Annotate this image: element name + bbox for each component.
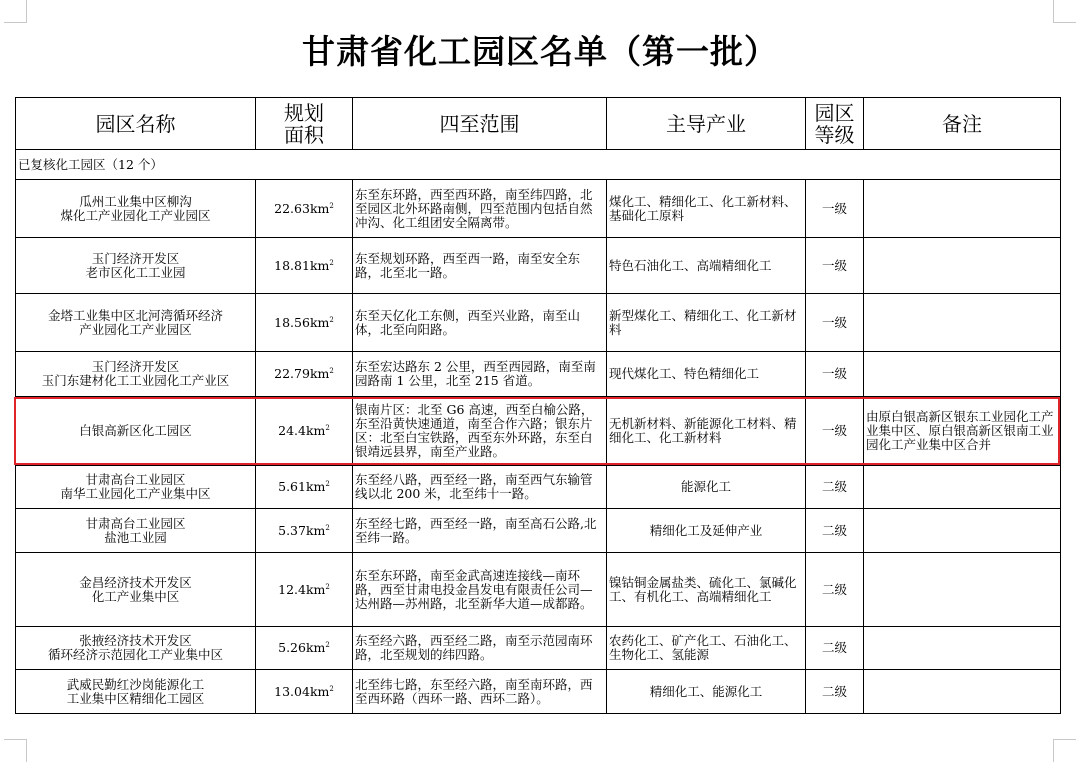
boundary-range-cell: 东至规划环路，西至西一路，南至安全东路，北至北一路。	[353, 238, 607, 294]
area-unit-exponent: 2	[325, 523, 330, 532]
section-label: 已复核化工园区（12 个）	[16, 150, 1061, 180]
area-unit-exponent: 2	[329, 258, 334, 267]
park-name-line: 武威民勤红沙岗能源化工	[66, 676, 205, 692]
planned-area-value: 13.04km	[274, 683, 330, 699]
leading-industry-cell: 煤化工、精细化工、化工新材料、基础化工原料	[607, 180, 806, 238]
park-name-line: 甘肃高台工业园区	[85, 515, 186, 531]
table-row	[16, 670, 1061, 714]
park-name-line: 南华工业园化工产业集中区	[60, 486, 211, 501]
park-level-cell: 一级	[806, 238, 864, 294]
table-row	[16, 294, 1061, 352]
planned-area-cell	[256, 553, 353, 627]
park-name-cell	[16, 509, 256, 553]
park-level-cell: 一级	[806, 180, 864, 238]
table-row	[16, 553, 1061, 627]
park-name-line: 化工产业集中区	[91, 588, 180, 604]
park-name-cell	[16, 553, 256, 627]
planned-area-value: 18.56km	[274, 314, 330, 330]
planned-area-cell	[256, 352, 353, 397]
planned-area-value: 24.4km	[278, 423, 326, 438]
park-name-line: 煤化工产业园化工产业园区	[60, 207, 211, 223]
remarks-cell	[864, 509, 1061, 553]
area-unit-exponent: 2	[329, 684, 334, 693]
planned-area-cell	[256, 466, 353, 509]
remarks-cell	[864, 294, 1061, 352]
planned-area-cell	[256, 397, 353, 466]
crop-mark-bottom-right	[1053, 739, 1076, 762]
remarks-cell	[864, 466, 1061, 509]
planned-area-cell	[256, 670, 353, 714]
leading-industry-cell: 新型煤化工、精细化工、化工新材料	[607, 294, 806, 352]
header-remarks: 备注	[864, 98, 1061, 150]
park-level-cell: 二级	[806, 627, 864, 670]
area-unit-exponent: 2	[329, 367, 334, 375]
park-name-cell	[16, 352, 256, 397]
header-planned-area-line2: 面积	[284, 122, 324, 147]
header-park-level	[806, 98, 864, 150]
table-row	[16, 627, 1061, 670]
park-name-line: 白银高新区化工园区	[79, 423, 192, 438]
park-name-line: 老市区化工工业园	[85, 264, 186, 280]
header-park-level-line2: 等级	[814, 122, 855, 147]
planned-area-cell	[256, 180, 353, 238]
park-name-cell	[16, 180, 256, 238]
boundary-range-cell: 银南片区：北至 G6 高速，西至白榆公路，东至沿黄快速通道，南至合作六路；银东片区：北至白宝铁路，西至东外环路，东至白银靖远县界，南至产业路。	[353, 397, 607, 466]
park-list-table	[15, 97, 1061, 714]
park-name-line: 玉门经济开发区	[91, 359, 180, 374]
table-row	[16, 466, 1061, 509]
leading-industry-cell: 精细化工及延伸产业	[607, 509, 806, 553]
boundary-range-cell: 东至天亿化工东侧，西至兴业路，南至山体，北至向阳路。	[353, 294, 607, 352]
header-planned-area-line1: 规划	[284, 100, 324, 125]
leading-industry-cell: 能源化工	[607, 466, 806, 509]
area-unit-exponent: 2	[325, 641, 330, 649]
planned-area-value: 22.79km	[274, 366, 330, 381]
table-row	[16, 509, 1061, 553]
header-planned-area	[256, 98, 353, 150]
header-leading-industry: 主导产业	[607, 98, 806, 150]
remarks-cell	[864, 553, 1061, 627]
park-name-cell	[16, 627, 256, 670]
planned-area-cell	[256, 627, 353, 670]
planned-area-value: 5.26km	[278, 640, 326, 655]
planned-area-cell	[256, 238, 353, 294]
planned-area-cell	[256, 294, 353, 352]
planned-area-value: 18.81km	[274, 257, 330, 273]
leading-industry-cell: 现代煤化工、特色精细化工	[607, 352, 806, 397]
park-level-cell: 一级	[806, 294, 864, 352]
leading-industry-cell: 特色石油化工、高端精细化工	[607, 238, 806, 294]
remarks-cell	[864, 670, 1061, 714]
park-name-line: 玉门东建材化工工业园化工产业区	[41, 373, 230, 388]
remarks-cell: 由原白银高新区银东工业园化工产业集中区、原白银高新区银南工业园化工产业集中区合并	[864, 397, 1061, 466]
crop-mark-bottom-left	[4, 739, 27, 762]
park-level-cell: 一级	[806, 397, 864, 466]
park-name-cell	[16, 670, 256, 714]
leading-industry-cell: 精细化工、能源化工	[607, 670, 806, 714]
park-name-line: 产业园化工产业园区	[79, 321, 192, 337]
table-header-row	[16, 98, 1061, 150]
planned-area-value: 12.4km	[278, 581, 326, 597]
park-level-cell: 二级	[806, 509, 864, 553]
section-row	[16, 150, 1061, 180]
area-unit-exponent: 2	[325, 480, 330, 488]
park-name-line: 甘肃高台工业园区	[85, 472, 186, 487]
area-unit-exponent: 2	[329, 201, 334, 210]
park-name-line: 金昌经济技术开发区	[79, 574, 192, 590]
park-name-cell	[16, 238, 256, 294]
park-name-line: 循环经济示范园化工产业集中区	[47, 647, 223, 662]
crop-mark-top-left	[4, 0, 27, 23]
table-row	[16, 352, 1061, 397]
planned-area-value: 22.63km	[274, 200, 330, 216]
boundary-range-cell: 东至经七路，西至经一路，南至高石公路,北至纬一路。	[353, 509, 607, 553]
area-unit-exponent: 2	[325, 424, 330, 432]
park-name-cell	[16, 397, 256, 466]
remarks-cell	[864, 352, 1061, 397]
park-name-line: 玉门经济开发区	[91, 250, 180, 266]
park-level-cell: 二级	[806, 553, 864, 627]
boundary-range-cell: 东至东环路，西至西环路，南至纬四路，北至园区北外环路南侧，四至范围内包括自然冲沟、化工组团安全隔离带。	[353, 180, 607, 238]
leading-industry-cell: 无机新材料、新能源化工材料、精细化工、化工新材料	[607, 397, 806, 466]
leading-industry-cell: 农药化工、矿产化工、石油化工、生物化工、氢能源	[607, 627, 806, 670]
header-park-name: 园区名称	[16, 98, 256, 150]
table-row	[16, 397, 1061, 466]
park-level-cell: 一级	[806, 352, 864, 397]
leading-industry-cell: 镍钴铜金属盐类、硫化工、氯碱化工、有机化工、高端精细化工	[607, 553, 806, 627]
remarks-cell	[864, 238, 1061, 294]
crop-mark-top-right	[1053, 0, 1076, 23]
planned-area-value: 5.61km	[278, 479, 326, 494]
planned-area-cell	[256, 509, 353, 553]
boundary-range-cell: 北至纬七路，东至经六路，南至南环路，西至西环路（西环一路、西环二路）。	[353, 670, 607, 714]
park-name-line: 瓜州工业集中区柳沟	[79, 193, 192, 209]
remarks-cell	[864, 180, 1061, 238]
park-name-cell	[16, 466, 256, 509]
header-park-level-line1: 园区	[814, 100, 855, 125]
park-level-cell: 二级	[806, 670, 864, 714]
area-unit-exponent: 2	[329, 315, 334, 324]
header-boundary-range: 四至范围	[353, 98, 607, 150]
table-row	[16, 180, 1061, 238]
boundary-range-cell: 东至东环路，南至金武高速连接线—南环路，西至甘肃电投金昌发电有限责任公司—达州路—苏州路，北至新华大道—成都路。	[353, 553, 607, 627]
park-name-line: 金塔工业集中区北河湾循环经济	[47, 307, 223, 323]
park-level-cell: 二级	[806, 466, 864, 509]
boundary-range-cell: 东至经六路，西至经二路，南至示范园南环路，北至规划的纬四路。	[353, 627, 607, 670]
park-name-line: 工业集中区精细化工园区	[66, 690, 205, 706]
area-unit-exponent: 2	[325, 582, 330, 591]
park-name-cell	[16, 294, 256, 352]
park-name-line: 盐池工业园	[104, 529, 167, 545]
planned-area-value: 5.37km	[278, 522, 326, 538]
table-row	[16, 238, 1061, 294]
park-name-line: 张掖经济技术开发区	[79, 633, 192, 648]
remarks-cell	[864, 627, 1061, 670]
boundary-range-cell: 东至宏达路东 2 公里，西至西园路，南至南园路南 1 公里，北至 215 省道。	[353, 352, 607, 397]
boundary-range-cell: 东至经八路，西至经一路，南至西气东输管线以北 200 米，北至纬十一路。	[353, 466, 607, 509]
document-title: 甘肃省化工园区名单（第一批）	[302, 32, 778, 71]
